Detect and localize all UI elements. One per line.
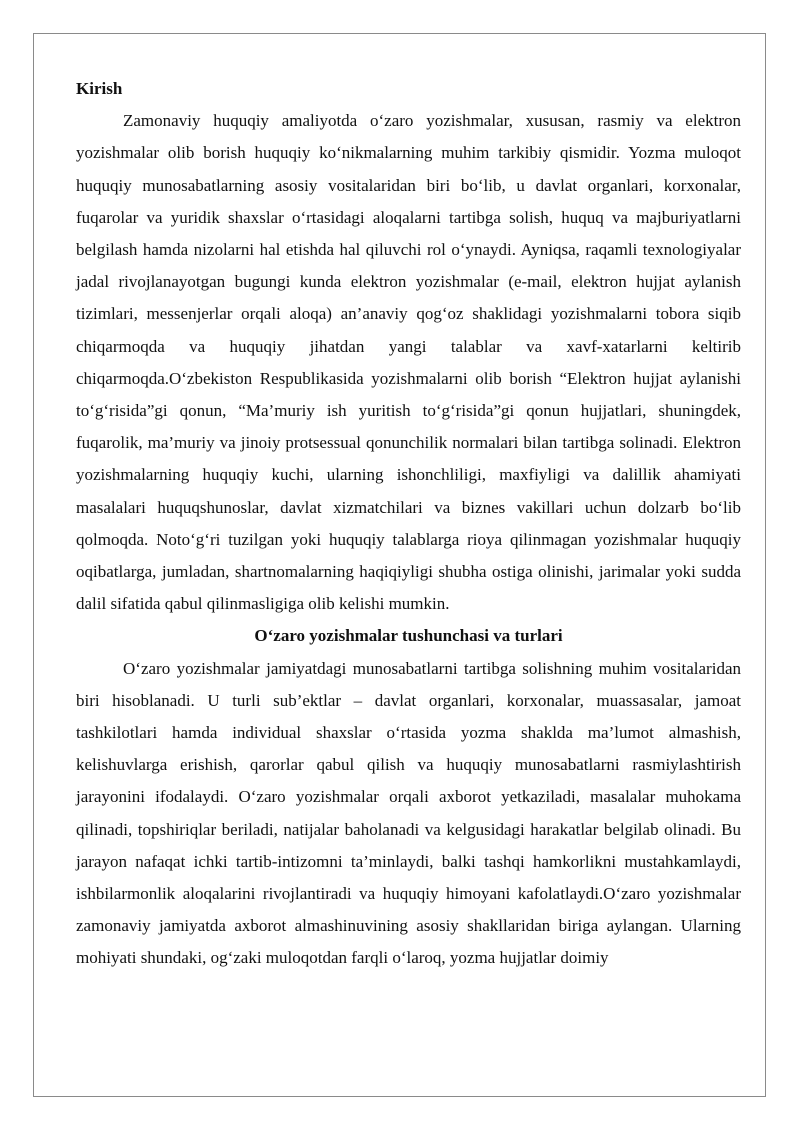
correspondence-paragraph: O‘zaro yozishmalar jamiyatdagi munosabatlarni tartibga solishning muhim vositalaridan biri hisoblanadi. U turli sub’ektlar – davlat organlari, korxonalar, muassasalar, jamoat tashkilotlari hamda individual shaxslar o‘rtasida yozma shaklda ma’lumot almashish, kelishuvlarga erishish, qarorlar qabul qilish va huquqiy munosabatlarni rasmiylashtirish jarayonini ifodalaydi. O‘zaro yozishmalar orqali axborot yetkaziladi, masalalar muhokama qilinadi, topshiriqlar beriladi, natijalar baholanadi va kelgusidagi harakatlar belgilab olinadi. Bu jarayon nafaqat ichki tartib-intizomni ta’minlaydi, balki tashqi hamkorlikni mustahkamlaydi, ishbilarmonlik aloqalarini rivojlantiradi va huquqiy himoyani kafolatlaydi.O‘zaro yozishmalar zamonaviy jamiyatda axborot almashinuvining asosiy shakllaridan biriga aylangan. Ularning mohiyati shundaki, og‘zaki muloqotdan farqli o‘laroq, yozma hujjatlar doimiy (76, 658, 741, 968)
introduction-paragraph: Zamonaviy huquqiy amaliyotda o‘zaro yozishmalar, xususan, rasmiy va elektron yozishmalar olib borish huquqiy ko‘nikmalarning muhim tarkibiy qismidir. Yozma muloqot huquqiy munosabatlarning asosiy vositalaridan biri bo‘lib, u davlat organlari, korxonalar, fuqarolar va yuridik shaxslar o‘rtasidagi aloqalarni tartibga solish, huquq va majburiyatlarni belgilash hamda nizolarni hal etishda hal qiluvchi rol o‘ynaydi. Ayniqsa, raqamli texnologiyalar jadal rivojlanayotgan bugungi kunda elektron yozishmalar (e-mail, elektron hujjat aylanish tizimlari, messenjerlar orqali aloqa) an’anaviy qog‘oz shaklidagi yozishmalarni tobora siqib chiqarmoqda va huquqiy jihatdan yangi talablar va xavf-xatarlarni keltirib chiqarmoqda.O‘zbekiston Respublikasida yozishmalarni olib borish “Elektron hujjat aylanishi to‘g‘risida”gi qonun, “Ma’muriy ish yuritish to‘g‘risida”gi qonun hujjatlari, shuningdek, fuqarolik, ma’muriy va jinoiy protsessual qonunchilik normalari bilan tartibga solinadi. Elektron yozishmalarning huquqiy kuchi, ularning ishonchliligi, maxfiyligi va dalillik ahamiyati masalalari huquqshunoslar, davlat xizmatchilari va biznes vakillari uchun dolzarb bo‘lib qolmoqda. Noto‘g‘ri tuzilgan yoki huquqiy talablarga rioya qilinmagan yozishmalar huquqiy oqibatlarga, jumladan, shartnomalarning haqiqiyligi shubha ostiga olinishi, jarimalar yoki sudda dalil sifatida qabul qilinmasligiga olib kelishi mumkin. (76, 111, 741, 614)
document-body (76, 73, 741, 975)
section-heading-introduction: Kirish (76, 79, 123, 98)
section-heading-correspondence-types: O‘zaro yozishmalar tushunchasi va turlari (254, 626, 563, 646)
